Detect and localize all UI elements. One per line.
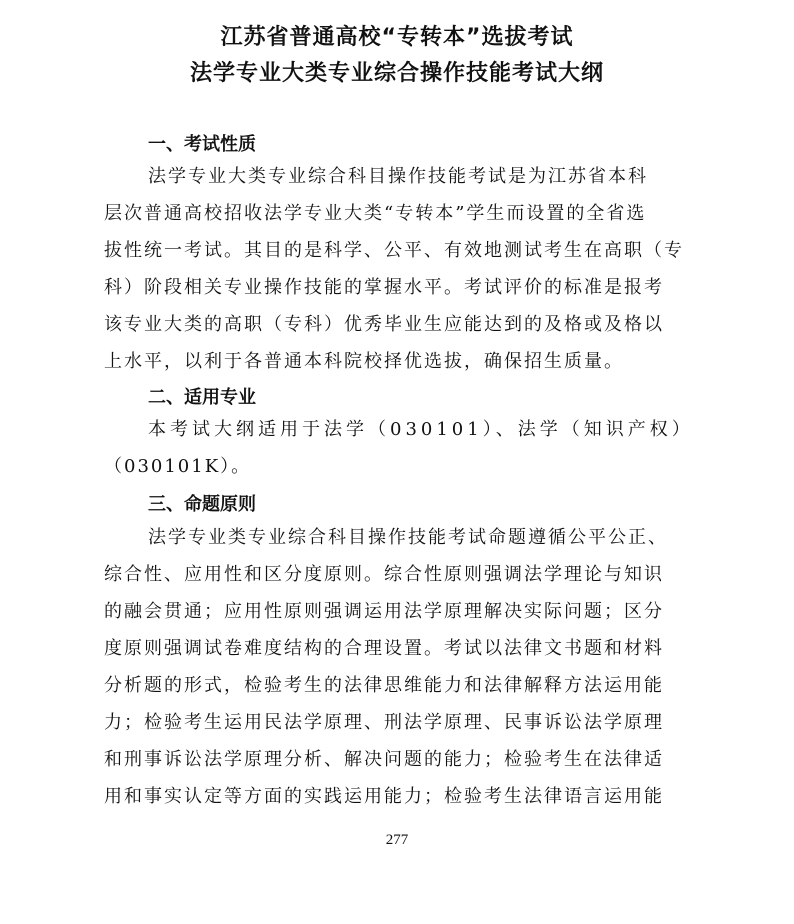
section-heading-design-principles: 三、命题原则 [148,494,256,515]
paragraph-line: 层次普通高校招收法学专业大类“专转本”学生而设置的全省选 [104,203,647,224]
section-heading-applicable-majors: 二、适用专业 [148,387,256,408]
paragraph-line: 的融会贯通；应用性原则强调运用法学原理解决实际问题；区分 [104,601,664,622]
paragraph-line: 力；检验考生运用民法学原理、刑法学原理、民事诉讼法学原理 [104,712,664,733]
paragraph-line: 综合性、应用性和区分度原则。综合性原则强调法学理论与知识 [104,564,664,585]
paragraph-line: 用和事实认定等方面的实践运用能力；检验考生法律语言运用能 [104,786,664,807]
document-title-line-2: 法学专业大类专业综合操作技能考试大纲 [189,61,604,86]
paragraph-line: 度原则强调试卷难度结构的合理设置。考试以法律文书题和材料 [104,638,664,659]
paragraph-line: 和刑事诉讼法学原理分析、解决问题的能力；检验考生在法律适 [104,749,664,770]
section-heading-exam-nature: 一、考试性质 [148,134,256,155]
paragraph-line: 科）阶段相关专业操作技能的掌握水平。考试评价的标准是报考 [104,277,664,298]
section-body-design-principles [104,519,696,815]
paragraph-line: 该专业大类的高职（专科）优秀毕业生应能达到的及格或及格以 [104,314,664,335]
paragraph-line: 上水平，以利于各普通本科院校择优选拔，确保招生质量。 [104,351,624,372]
document-title-line-1: 江苏省普通高校“专转本”选拔考试 [220,25,574,50]
paragraph-line: 法学专业类专业综合科目操作技能考试命题遵循公平公正、 [148,527,668,548]
paragraph-line: （030101K）。 [104,456,252,477]
paragraph-line: 分析题的形式，检验考生的法律思维能力和法律解释方法运用能 [104,675,664,696]
paragraph-line: 法学专业大类专业综合科目操作技能考试是为江苏省本科 [148,166,648,187]
paragraph-line: 拔性统一考试。其目的是科学、公平、有效地测试考生在高职（专 [104,240,684,261]
section-body-applicable-majors [104,411,696,485]
page-number: 277 [385,832,409,848]
section-body-exam-nature [104,158,696,380]
paragraph-line: 本考试大纲适用于法学（030101）、法学（知识产权） [148,419,694,440]
